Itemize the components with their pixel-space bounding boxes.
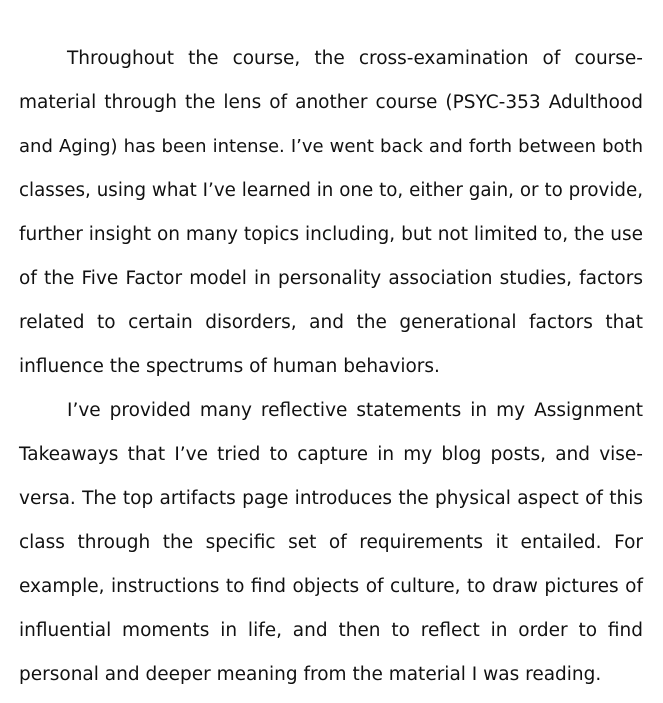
paragraph-line: influential moments in life, and then to reflect in order to find xyxy=(19,620,643,641)
paragraph-line: Throughout the course, the cross-examination of course- xyxy=(67,48,643,69)
paragraph-line: material through the lens of another course (PSYC-353 Adulthood xyxy=(19,92,643,113)
paragraph-line: further insight on many topics including, but not limited to, the use xyxy=(19,224,643,245)
paragraph-1 xyxy=(19,37,643,389)
paragraph-line: related to certain disorders, and the generational factors that xyxy=(19,312,643,333)
paragraph-line: influence the spectrums of human behaviors. xyxy=(19,356,440,377)
paragraph-line: and Aging) has been intense. I’ve went back and forth between both xyxy=(19,136,643,157)
paragraph-line: class through the specific set of requirements it entailed. For xyxy=(19,532,643,553)
paragraph-line: classes, using what I’ve learned in one to, either gain, or to provide, xyxy=(19,180,643,201)
paragraph-line: Takeaways that I’ve tried to capture in my blog posts, and vise- xyxy=(19,444,643,465)
paragraph-2 xyxy=(19,389,643,697)
paragraph-line: I’ve provided many reflective statements in my Assignment xyxy=(67,400,643,421)
document-body xyxy=(19,37,643,697)
paragraph-line: example, instructions to find objects of culture, to draw pictures of xyxy=(19,576,643,597)
paragraph-line: of the Five Factor model in personality association studies, factors xyxy=(19,268,643,289)
paragraph-line: versa. The top artifacts page introduces the physical aspect of this xyxy=(19,488,643,509)
paragraph-line: personal and deeper meaning from the material I was reading. xyxy=(19,664,602,685)
